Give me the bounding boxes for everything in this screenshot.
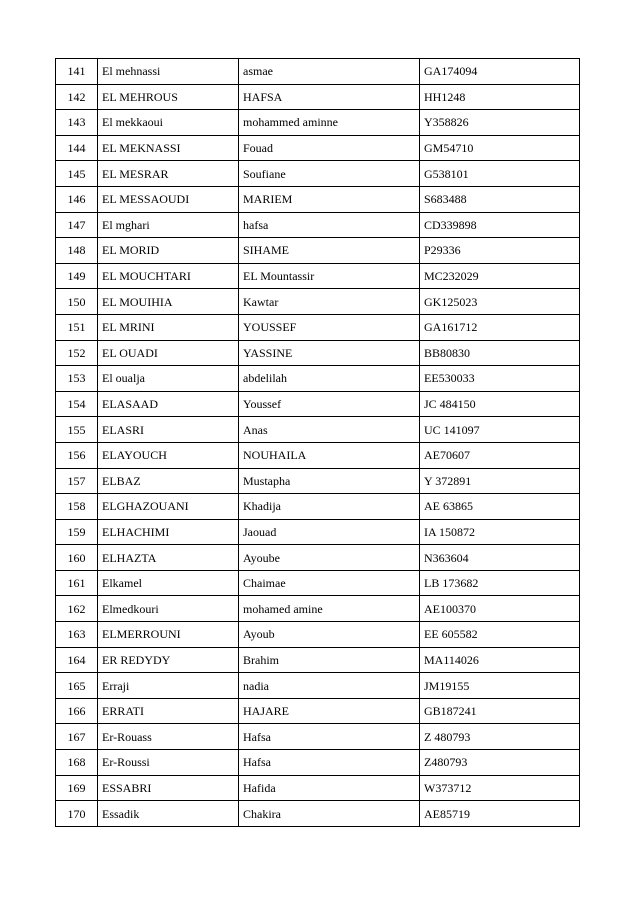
last-name-cell: El mekkaoui [98,110,239,136]
first-name-cell: Hafsa [239,724,420,750]
row-number-cell: 142 [56,84,98,110]
table-row [56,698,580,724]
last-name-cell: EL MORID [98,238,239,264]
first-name-cell: NOUHAILA [239,442,420,468]
first-name-cell: HAFSA [239,84,420,110]
row-number-cell: 162 [56,596,98,622]
first-name-cell: abdelilah [239,366,420,392]
row-number-cell: 145 [56,161,98,187]
table-row [56,135,580,161]
roster-table [55,58,580,827]
last-name-cell: ERRATI [98,698,239,724]
row-number-cell: 143 [56,110,98,136]
table-row [56,596,580,622]
id-number-cell: JM19155 [420,673,580,699]
first-name-cell: Hafida [239,775,420,801]
table-row [56,622,580,648]
first-name-cell: Youssef [239,391,420,417]
row-number-cell: 150 [56,289,98,315]
id-number-cell: MA114026 [420,647,580,673]
row-number-cell: 166 [56,698,98,724]
id-number-cell: W373712 [420,775,580,801]
last-name-cell: EL MESRAR [98,161,239,187]
first-name-cell: Chaimae [239,570,420,596]
row-number-cell: 163 [56,622,98,648]
id-number-cell: Z480793 [420,750,580,776]
last-name-cell: EL MEKNASSI [98,135,239,161]
last-name-cell: ELAYOUCH [98,442,239,468]
row-number-cell: 159 [56,519,98,545]
first-name-cell: YOUSSEF [239,314,420,340]
last-name-cell: EL MOUCHTARI [98,263,239,289]
first-name-cell: Ayoub [239,622,420,648]
table-row [56,519,580,545]
id-number-cell: UC 141097 [420,417,580,443]
last-name-cell: El mehnassi [98,59,239,85]
table-row [56,186,580,212]
row-number-cell: 165 [56,673,98,699]
row-number-cell: 161 [56,570,98,596]
id-number-cell: P29336 [420,238,580,264]
row-number-cell: 155 [56,417,98,443]
first-name-cell: nadia [239,673,420,699]
last-name-cell: EL OUADI [98,340,239,366]
id-number-cell: GB187241 [420,698,580,724]
table-row [56,570,580,596]
id-number-cell: JC 484150 [420,391,580,417]
table-row [56,263,580,289]
first-name-cell: Hafsa [239,750,420,776]
last-name-cell: Elmedkouri [98,596,239,622]
last-name-cell: ELASAAD [98,391,239,417]
id-number-cell: Y 372891 [420,468,580,494]
last-name-cell: EL MESSAOUDI [98,186,239,212]
last-name-cell: Elkamel [98,570,239,596]
last-name-cell: EL MOUIHIA [98,289,239,315]
id-number-cell: CD339898 [420,212,580,238]
first-name-cell: Soufiane [239,161,420,187]
first-name-cell: YASSINE [239,340,420,366]
table-row [56,84,580,110]
last-name-cell: Er-Roussi [98,750,239,776]
id-number-cell: IA 150872 [420,519,580,545]
row-number-cell: 154 [56,391,98,417]
row-number-cell: 167 [56,724,98,750]
table-row [56,212,580,238]
row-number-cell: 151 [56,314,98,340]
row-number-cell: 160 [56,545,98,571]
last-name-cell: EL MEHROUS [98,84,239,110]
id-number-cell: GK125023 [420,289,580,315]
row-number-cell: 144 [56,135,98,161]
first-name-cell: SIHAME [239,238,420,264]
first-name-cell: Khadija [239,494,420,520]
last-name-cell: ELBAZ [98,468,239,494]
id-number-cell: AE70607 [420,442,580,468]
first-name-cell: Ayoube [239,545,420,571]
first-name-cell: mohamed amine [239,596,420,622]
table-row [56,366,580,392]
table-row [56,417,580,443]
id-number-cell: AE 63865 [420,494,580,520]
row-number-cell: 169 [56,775,98,801]
table-row [56,750,580,776]
last-name-cell: ELMERROUNI [98,622,239,648]
table-row [56,673,580,699]
row-number-cell: 153 [56,366,98,392]
table-row [56,724,580,750]
table-row [56,238,580,264]
roster-table-body [56,59,580,827]
id-number-cell: G538101 [420,161,580,187]
row-number-cell: 157 [56,468,98,494]
table-row [56,468,580,494]
table-row [56,314,580,340]
first-name-cell: Fouad [239,135,420,161]
row-number-cell: 156 [56,442,98,468]
id-number-cell: AE100370 [420,596,580,622]
last-name-cell: Erraji [98,673,239,699]
id-number-cell: GA174094 [420,59,580,85]
last-name-cell: ELGHAZOUANI [98,494,239,520]
row-number-cell: 158 [56,494,98,520]
last-name-cell: ELASRI [98,417,239,443]
table-row [56,59,580,85]
first-name-cell: mohammed aminne [239,110,420,136]
last-name-cell: Essadik [98,801,239,827]
table-row [56,494,580,520]
row-number-cell: 141 [56,59,98,85]
id-number-cell: MC232029 [420,263,580,289]
id-number-cell: AE85719 [420,801,580,827]
last-name-cell: El mghari [98,212,239,238]
id-number-cell: S683488 [420,186,580,212]
id-number-cell: BB80830 [420,340,580,366]
id-number-cell: HH1248 [420,84,580,110]
table-row [56,161,580,187]
first-name-cell: Jaouad [239,519,420,545]
row-number-cell: 168 [56,750,98,776]
row-number-cell: 152 [56,340,98,366]
table-row [56,801,580,827]
last-name-cell: ESSABRI [98,775,239,801]
last-name-cell: El oualja [98,366,239,392]
first-name-cell: EL Mountassir [239,263,420,289]
id-number-cell: GM54710 [420,135,580,161]
last-name-cell: ER REDYDY [98,647,239,673]
table-row [56,647,580,673]
id-number-cell: Z 480793 [420,724,580,750]
table-row [56,545,580,571]
table-row [56,391,580,417]
last-name-cell: Er-Rouass [98,724,239,750]
first-name-cell: Kawtar [239,289,420,315]
first-name-cell: MARIEM [239,186,420,212]
row-number-cell: 164 [56,647,98,673]
id-number-cell: N363604 [420,545,580,571]
last-name-cell: ELHACHIMI [98,519,239,545]
first-name-cell: Chakira [239,801,420,827]
first-name-cell: Brahim [239,647,420,673]
row-number-cell: 146 [56,186,98,212]
first-name-cell: Anas [239,417,420,443]
table-row [56,340,580,366]
table-row [56,442,580,468]
row-number-cell: 148 [56,238,98,264]
row-number-cell: 147 [56,212,98,238]
table-row [56,775,580,801]
id-number-cell: LB 173682 [420,570,580,596]
row-number-cell: 149 [56,263,98,289]
table-row [56,110,580,136]
first-name-cell: Mustapha [239,468,420,494]
first-name-cell: hafsa [239,212,420,238]
id-number-cell: GA161712 [420,314,580,340]
id-number-cell: EE 605582 [420,622,580,648]
last-name-cell: EL MRINI [98,314,239,340]
id-number-cell: EE530033 [420,366,580,392]
first-name-cell: asmae [239,59,420,85]
last-name-cell: ELHAZTA [98,545,239,571]
table-row [56,289,580,315]
first-name-cell: HAJARE [239,698,420,724]
row-number-cell: 170 [56,801,98,827]
id-number-cell: Y358826 [420,110,580,136]
